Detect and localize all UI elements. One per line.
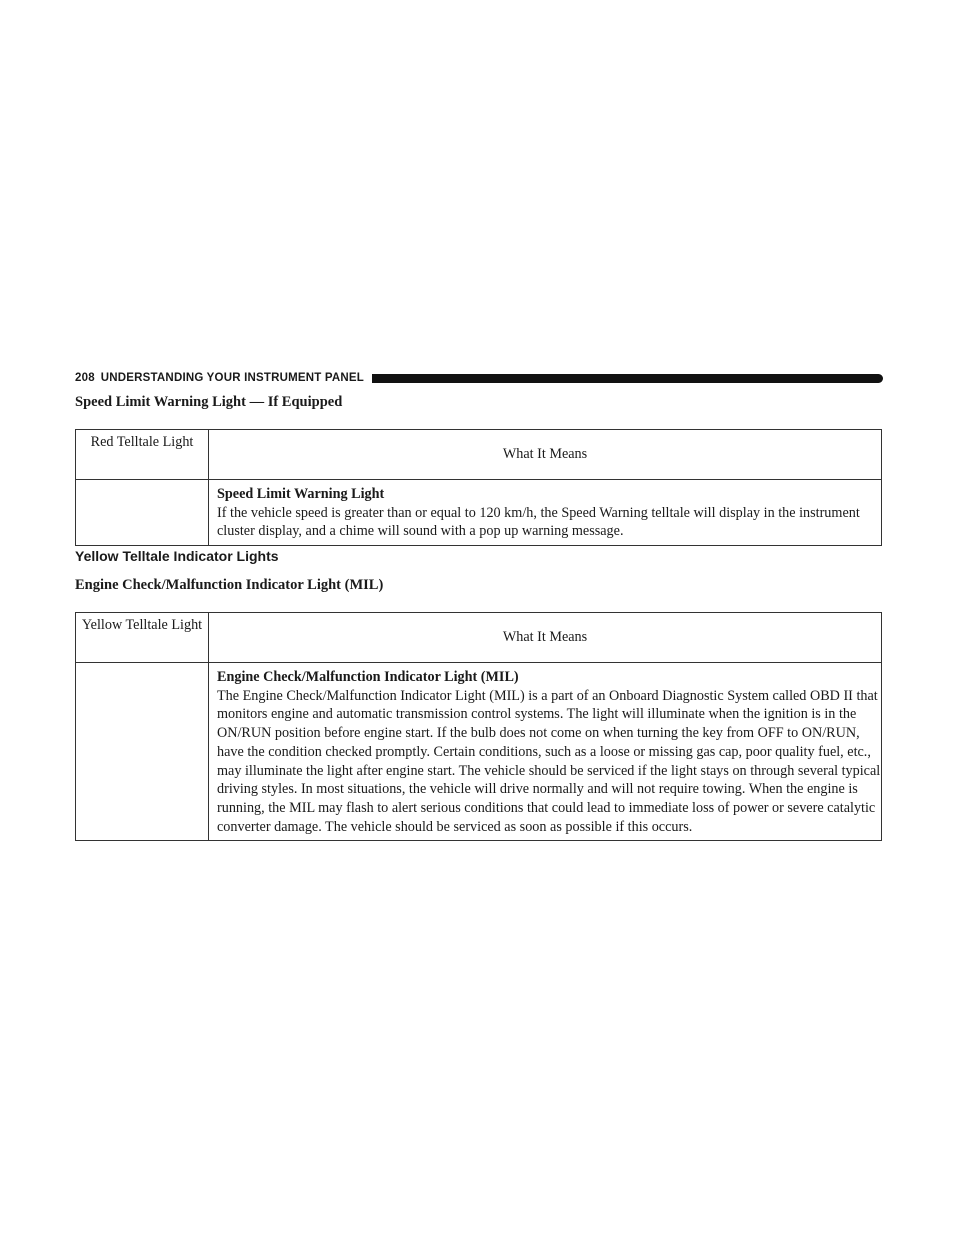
section-title-speed-limit: Speed Limit Warning Light — If Equipped [75,394,343,410]
entry-description: The Engine Check/Malfunction Indicator Light (MIL) is a part of an Onboard Diagnostic System called OBD II that monitors engine and automatic transmission control systems. The light will illuminate when the ignition is in the ON/RUN position before engine start. If the bulb does not come on when turning the key from OFF to ON/RUN, have the condition checked promptly. Certain conditions, such as a loose or missing gas cap, poor quality fuel, etc., may illuminate the light after engine start. The vehicle should be serviced if the light stays on through several typical driving styles. In most situations, the vehicle will drive normally and will not require towing. When the engine is running, the MIL may flash to alert serious conditions that could lead to immediate loss of power or severe catalytic converter damage. The vehicle should be serviced as soon as possible if this occurs. [217,687,881,835]
entry-title: Speed Limit Warning Light [217,486,385,502]
running-header-title: UNDERSTANDING YOUR INSTRUMENT PANEL [100,372,364,384]
column-header-meaning: What It Means [209,430,882,480]
group-heading-yellow-telltales: Yellow Telltale Indicator Lights [75,548,279,564]
table-row [76,663,882,841]
page-header [75,371,883,385]
entry-description: If the vehicle speed is greater than or equal to 120 km/h, the Speed Warning telltale will display in the instrument cluster display, and a chime will sound with a pop up warning message. [217,504,860,540]
table-row [76,480,882,546]
table-header-row [76,613,882,663]
table-header-row [76,430,882,480]
header-rule [372,374,883,383]
section-title-engine-check: Engine Check/Malfunction Indicator Light (MIL) [75,577,384,593]
column-header-telltale: Yellow Telltale Light [76,613,209,663]
page-number: 208 [75,372,95,384]
meaning-cell [209,663,882,841]
entry-title: Engine Check/Malfunction Indicator Light (MIL) [217,669,519,685]
column-header-meaning: What It Means [209,613,882,663]
telltale-icon-cell [76,480,209,546]
engine-check-telltale-table [75,612,882,841]
speed-limit-telltale-table [75,429,882,546]
meaning-cell [209,480,882,546]
telltale-icon-cell [76,663,209,841]
column-header-telltale: Red Telltale Light [76,430,209,480]
